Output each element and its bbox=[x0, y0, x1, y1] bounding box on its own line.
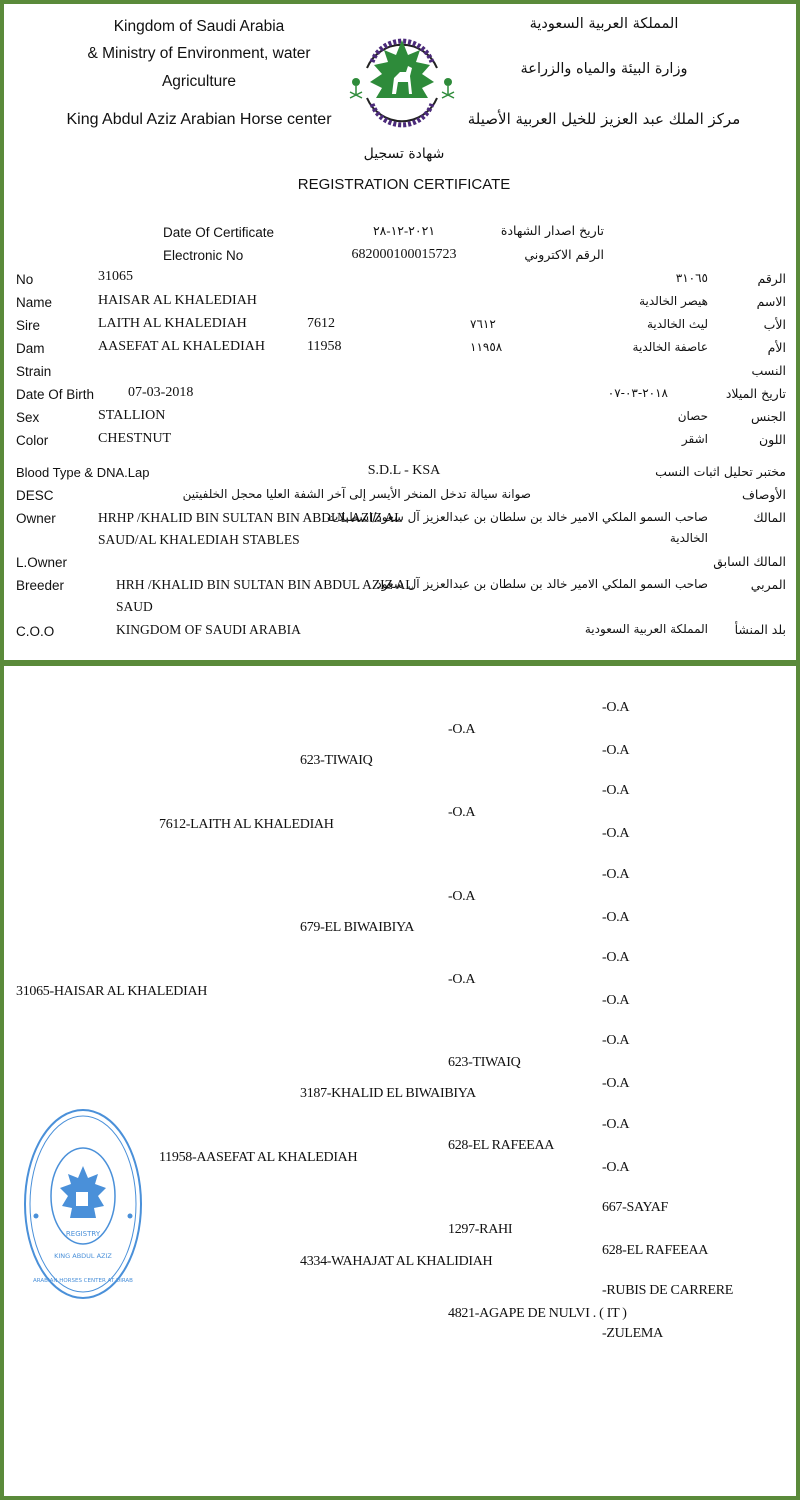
sex-label-ar: الجنس bbox=[750, 409, 786, 424]
owner-label-ar: المالك bbox=[753, 510, 786, 525]
date-of-certificate-label-ar: تاريخ اصدار الشهادة bbox=[500, 223, 604, 238]
date-of-certificate-value: ٢٠٢١-١٢-٢٨ bbox=[372, 224, 436, 238]
sex-value: STALLION bbox=[98, 408, 166, 423]
pedigree-gen4-item: -RUBIS DE CARRERE bbox=[602, 1283, 734, 1298]
sire-number: 7612 bbox=[307, 316, 335, 331]
pedigree-gen4-item: -ZULEMA bbox=[602, 1326, 663, 1341]
pedigree-gen2-item: 623-TIWAIQ bbox=[300, 753, 373, 768]
pedigree-gen3-item: -O.A bbox=[448, 972, 476, 987]
dam-value: AASEFAT AL KHALEDIAH bbox=[98, 339, 265, 354]
pedigree-gen4-item: 667-SAYAF bbox=[602, 1200, 669, 1215]
pedigree-gen4-item: -O.A bbox=[602, 743, 630, 758]
pedigree-gen3-item: 628-EL RAFEEAA bbox=[448, 1138, 555, 1153]
pedigree-gen4-item: -O.A bbox=[602, 867, 630, 882]
pedigree-gen4-item: -O.A bbox=[602, 783, 630, 798]
coo-value: KINGDOM OF SAUDI ARABIA bbox=[116, 622, 301, 637]
name-label-ar: الاسم bbox=[756, 294, 786, 309]
dam-label-ar: الأم bbox=[767, 340, 786, 355]
blood-type-label: Blood Type & DNA.Lap bbox=[16, 465, 150, 480]
color-label-ar: اللون bbox=[758, 432, 786, 447]
owner-value-ar-line2: الخالدية bbox=[669, 531, 708, 545]
pedigree-subject: 31065-HAISAR AL KHALEDIAH bbox=[16, 984, 208, 999]
color-value-ar: اشقر bbox=[681, 432, 708, 446]
title-en: REGISTRATION CERTIFICATE bbox=[297, 176, 511, 193]
dam-number: 11958 bbox=[307, 339, 342, 354]
sire-value-ar: ليث الخالدية bbox=[647, 317, 708, 331]
pedigree-gen3-item: 623-TIWAIQ bbox=[448, 1055, 521, 1070]
header-en-line1: Kingdom of Saudi Arabia bbox=[113, 18, 285, 35]
breeder-label: Breeder bbox=[16, 578, 65, 593]
pedigree-gen2-item: 3187-KHALID EL BIWAIBIYA bbox=[300, 1086, 476, 1101]
pedigree-gen4-item: -O.A bbox=[602, 993, 630, 1008]
pedigree-gen3-item: -O.A bbox=[448, 722, 476, 737]
desc-label: DESC bbox=[16, 488, 54, 503]
pedigree-gen2-item: 679-EL BIWAIBIYA bbox=[300, 920, 415, 935]
header-en-line3: Agriculture bbox=[161, 73, 237, 90]
dam-value-ar: عاصفة الخالدية bbox=[632, 340, 708, 354]
pedigree-gen4-item: 628-EL RAFEEAA bbox=[602, 1243, 709, 1258]
pedigree-gen4-item: -O.A bbox=[602, 700, 630, 715]
pedigree-dam: 11958-AASEFAT AL KHALEDIAH bbox=[159, 1150, 358, 1165]
coo-label-ar: بلد المنشأ bbox=[734, 622, 786, 637]
breeder-value-line1: HRH /KHALID BIN SULTAN BIN ABDUL AZIZ AL bbox=[116, 577, 414, 592]
certificate-panel bbox=[0, 0, 800, 664]
sire-number-ar: ٧٦١٢ bbox=[470, 317, 496, 331]
registry-stamp bbox=[18, 1104, 148, 1309]
pedigree-gen4-item: -O.A bbox=[602, 1160, 630, 1175]
stamp-ring-text: ARABIAN HORSES CENTER AT DIRAB bbox=[33, 1278, 133, 1284]
pedigree-panel bbox=[0, 662, 800, 1500]
lowner-label-ar: المالك السابق bbox=[713, 554, 786, 569]
electronic-no-label-ar: الرقم الاكتروني bbox=[524, 247, 604, 262]
dob-value: 07-03-2018 bbox=[128, 385, 194, 400]
coo-value-ar: المملكة العربية السعودية bbox=[584, 622, 708, 636]
header-ar-line3: مركز الملك عبد العزيز للخيل العربية الأصيلة bbox=[467, 110, 741, 128]
electronic-no-label: Electronic No bbox=[163, 248, 244, 263]
dob-label: Date Of Birth bbox=[16, 387, 95, 402]
owner-label: Owner bbox=[16, 511, 56, 526]
electronic-no-value: 682000100015723 bbox=[351, 247, 457, 262]
name-value: HAISAR AL KHALEDIAH bbox=[98, 293, 257, 308]
pedigree-gen3-item: -O.A bbox=[448, 805, 476, 820]
sex-label: Sex bbox=[16, 410, 40, 425]
blood-type-label-ar: مختبر تحليل اثبات النسب bbox=[655, 464, 786, 479]
pedigree-gen3-item: 4821-AGAPE DE NULVI . ( IT ) bbox=[448, 1306, 627, 1321]
header-ar-line1: المملكة العربية السعودية bbox=[529, 16, 679, 32]
stamp-center-text: REGISTRY bbox=[65, 1230, 101, 1238]
desc-value-ar: صوانة سيالة تدخل المنخر الأيسر إلى آخر الشفة العليا محجل الخلفيتين bbox=[182, 487, 531, 501]
name-label: Name bbox=[16, 295, 53, 310]
pedigree-gen4-item: -O.A bbox=[602, 1033, 630, 1048]
pedigree-gen2-item: 4334-WAHAJAT AL KHALIDIAH bbox=[300, 1254, 493, 1269]
sire-label: Sire bbox=[16, 318, 41, 333]
dam-number-ar: ١١٩٥٨ bbox=[470, 340, 503, 354]
breeder-label-ar: المربي bbox=[750, 577, 786, 592]
owner-value-line1: HRHP /KHALID BIN SULTAN BIN ABDUL AZIZ AL bbox=[98, 510, 403, 525]
pedigree-gen4-item: -O.A bbox=[602, 910, 630, 925]
pedigree-gen4-item: -O.A bbox=[602, 1117, 630, 1132]
color-value: CHESTNUT bbox=[98, 431, 172, 446]
stamp-inner-text: KING ABDUL AZIZ bbox=[54, 1252, 112, 1260]
sex-value-ar: حصان bbox=[677, 409, 708, 423]
pedigree-gen4-item: -O.A bbox=[602, 826, 630, 841]
no-label-ar: الرقم bbox=[757, 271, 786, 286]
pedigree-gen4-item: -O.A bbox=[602, 950, 630, 965]
sire-value: LAITH AL KHALEDIAH bbox=[98, 316, 247, 331]
coo-label: C.O.O bbox=[16, 624, 55, 639]
title-ar: شهادة تسجيل bbox=[363, 146, 445, 162]
no-value-ar: ٣١٠٦٥ bbox=[675, 271, 708, 285]
strain-label-ar: النسب bbox=[751, 363, 786, 378]
desc-label-ar: الأوصاف bbox=[741, 487, 786, 502]
dob-value-ar: ٢٠١٨-٠٣-٠٧ bbox=[607, 386, 668, 400]
header-en-line4: King Abdul Aziz Arabian Horse center bbox=[66, 111, 332, 128]
pedigree-gen4-item: -O.A bbox=[602, 1076, 630, 1091]
no-value: 31065 bbox=[98, 269, 133, 284]
horse-emblem-icon bbox=[342, 10, 462, 155]
owner-value-line2: SAUD/AL KHALEDIAH STABLES bbox=[98, 532, 300, 547]
dam-label: Dam bbox=[16, 341, 45, 356]
date-of-certificate-label: Date Of Certificate bbox=[163, 225, 275, 240]
no-label: No bbox=[16, 272, 34, 287]
pedigree-sire: 7612-LAITH AL KHALEDIAH bbox=[159, 817, 334, 832]
lowner-label: L.Owner bbox=[16, 555, 68, 570]
pedigree-gen3-item: 1297-RAHI bbox=[448, 1222, 513, 1237]
blood-type-value: S.D.L - KSA bbox=[367, 463, 441, 478]
sire-label-ar: الأب bbox=[763, 317, 786, 332]
color-label: Color bbox=[16, 433, 49, 448]
pedigree-gen3-item: -O.A bbox=[448, 889, 476, 904]
owner-value-ar-line1: صاحب السمو الملكي الامير خالد بن سلطان بن عبدالعزيز آل سعود/اسطبلات bbox=[327, 510, 708, 524]
breeder-value-line2: SAUD bbox=[116, 599, 153, 614]
header-en-line2: & Ministry of Environment, water bbox=[87, 45, 311, 62]
header-ar-line2: وزارة البيئة والمياه والزراعة bbox=[520, 61, 688, 77]
breeder-value-ar: صاحب السمو الملكي الامير خالد بن سلطان بن عبدالعزيز آل سعود bbox=[376, 577, 708, 591]
name-value-ar: هيصر الخالدية bbox=[639, 294, 708, 308]
dob-label-ar: تاريخ الميلاد bbox=[725, 386, 786, 401]
strain-label: Strain bbox=[16, 364, 52, 379]
